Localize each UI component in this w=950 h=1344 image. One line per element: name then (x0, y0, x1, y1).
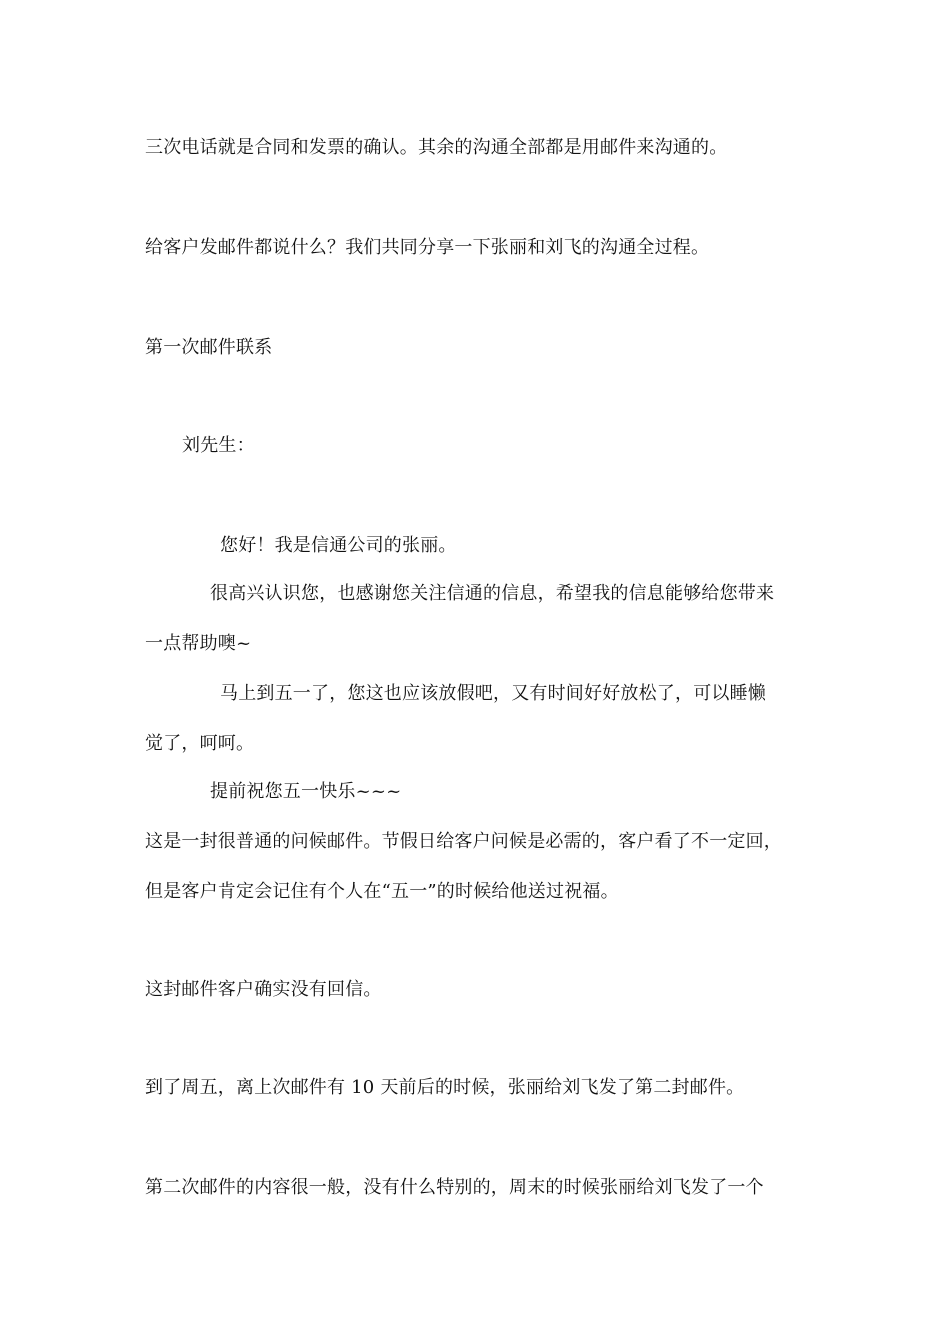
email-body-line: 觉了，呵呵。 (145, 733, 255, 754)
paragraph-line: 第二次邮件的内容很一般，没有什么特别的，周末的时候张丽给刘飞发了一个 (145, 1177, 764, 1198)
email-closing-line: 提前祝您五一快乐~~~ (210, 781, 402, 802)
paragraph-line: 但是客户肯定会记住有个人在“五一”的时候给他送过祝福。 (145, 881, 619, 902)
email-salutation: 刘先生： (182, 435, 255, 456)
paragraph-line: 这封邮件客户确实没有回信。 (145, 979, 382, 1000)
paragraph-line: 这是一封很普通的问候邮件。节假日给客户问候是必需的，客户看了不一定回， (145, 831, 782, 852)
email-body-line: 一点帮助噢~ (145, 633, 252, 654)
section-heading: 第一次邮件联系 (145, 337, 273, 358)
paragraph-line: 给客户发邮件都说什么？我们共同分享一下张丽和刘飞的沟通全过程。 (145, 237, 710, 258)
email-body-line: 很高兴认识您，也感谢您关注信通的信息，希望我的信息能够给您带来 (210, 583, 775, 604)
email-body-line: 马上到五一了，您这也应该放假吧，又有时间好好放松了，可以睡懒 (220, 683, 766, 704)
paragraph-line: 到了周五，离上次邮件有 10 天前后的时候，张丽给刘飞发了第二封邮件。 (145, 1077, 745, 1098)
email-body-line: 您好！我是信通公司的张丽。 (220, 535, 457, 556)
paragraph-line: 三次电话就是合同和发票的确认。其余的沟通全部都是用邮件来沟通的。 (145, 137, 728, 158)
